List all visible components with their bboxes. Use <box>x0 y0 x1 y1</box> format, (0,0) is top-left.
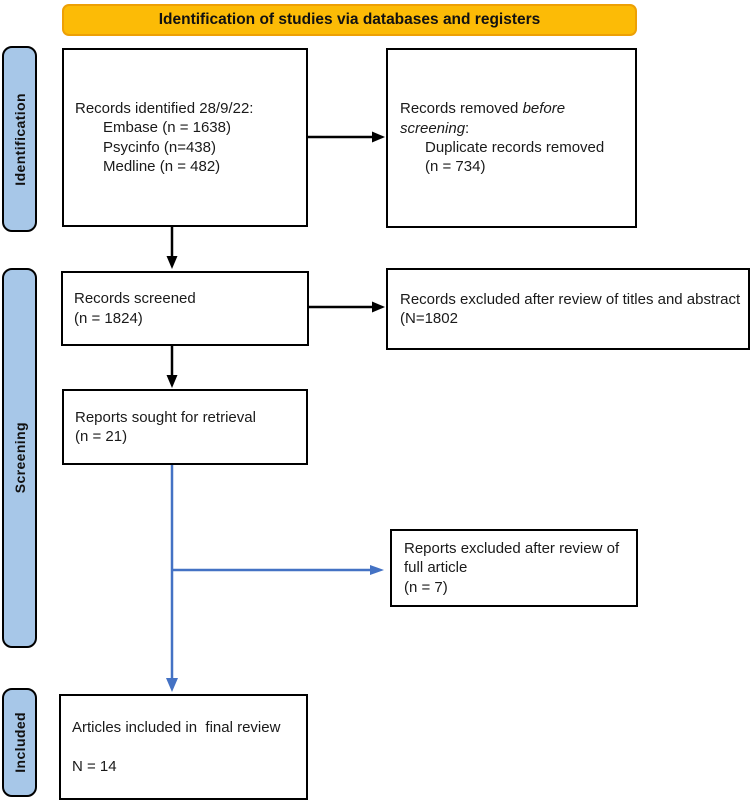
records-removed-line1-italic: before <box>522 100 566 118</box>
box-records-removed <box>386 48 637 228</box>
box-records-screened <box>61 271 309 346</box>
records-identified-embase: Embase (n = 1638) <box>103 119 231 137</box>
arrow-identified-to-removed-head <box>372 132 385 143</box>
records-removed-line2-italic: screening <box>400 119 466 137</box>
box-reports-excluded-full <box>390 529 638 607</box>
arrow-identified-to-screened-head <box>167 256 178 269</box>
records-identified-medline: Medline (n = 482) <box>103 157 221 175</box>
records-screened-line2: (n = 1824) <box>74 309 143 327</box>
box-records-identified <box>62 48 308 227</box>
stage-label-identification-text: Identification <box>11 92 28 186</box>
articles-included-line1: Articles included in final review <box>72 718 281 736</box>
records-removed-line1-regular: Records removed <box>400 100 523 118</box>
records-screened-line1: Records screened <box>74 290 196 308</box>
records-identified-title: Records identified 28/9/22: <box>75 99 254 117</box>
stage-label-identification <box>2 46 37 232</box>
stage-label-screening <box>2 268 37 648</box>
box-reports-sought <box>62 389 308 465</box>
box-records-excluded-titles <box>386 268 750 350</box>
stage-label-screening-text: Screening <box>11 422 28 494</box>
records-removed-line2-regular: : <box>465 119 470 137</box>
records-excluded-titles-line1: Records excluded after review of titles and abstract <box>400 290 741 308</box>
reports-sought-line1: Reports sought for retrieval <box>75 408 256 426</box>
banner-title <box>62 4 637 36</box>
arrow-sought-to-final-head <box>166 678 178 692</box>
reports-excluded-full-line2: full article <box>404 559 468 577</box>
banner-title-text: Identification of studies via databases and registers <box>158 11 541 28</box>
records-removed-line2 <box>400 119 633 138</box>
articles-included-count: N = 14 <box>72 757 117 775</box>
arrow-screened-to-excluded-head <box>372 302 385 313</box>
arrow-branch-to-excluded-full-head <box>370 565 384 575</box>
reports-excluded-full-line1: Reports excluded after review of <box>404 539 620 557</box>
arrow-screened-to-sought-head <box>167 375 178 388</box>
articles-included-spacer <box>72 737 304 756</box>
records-excluded-titles-line2: (N=1802 <box>400 310 458 327</box>
records-removed-count: (n = 734) <box>425 158 486 176</box>
box-articles-included <box>59 694 308 800</box>
records-removed-line1 <box>400 99 633 118</box>
records-removed-duplicates: Duplicate records removed <box>425 139 605 156</box>
reports-excluded-full-line3: (n = 7) <box>404 578 448 596</box>
stage-label-included <box>2 688 37 797</box>
records-identified-psycinfo: Psycinfo (n=438) <box>103 138 216 156</box>
reports-sought-line2: (n = 21) <box>75 428 128 445</box>
stage-label-included-text: Included <box>11 712 28 773</box>
